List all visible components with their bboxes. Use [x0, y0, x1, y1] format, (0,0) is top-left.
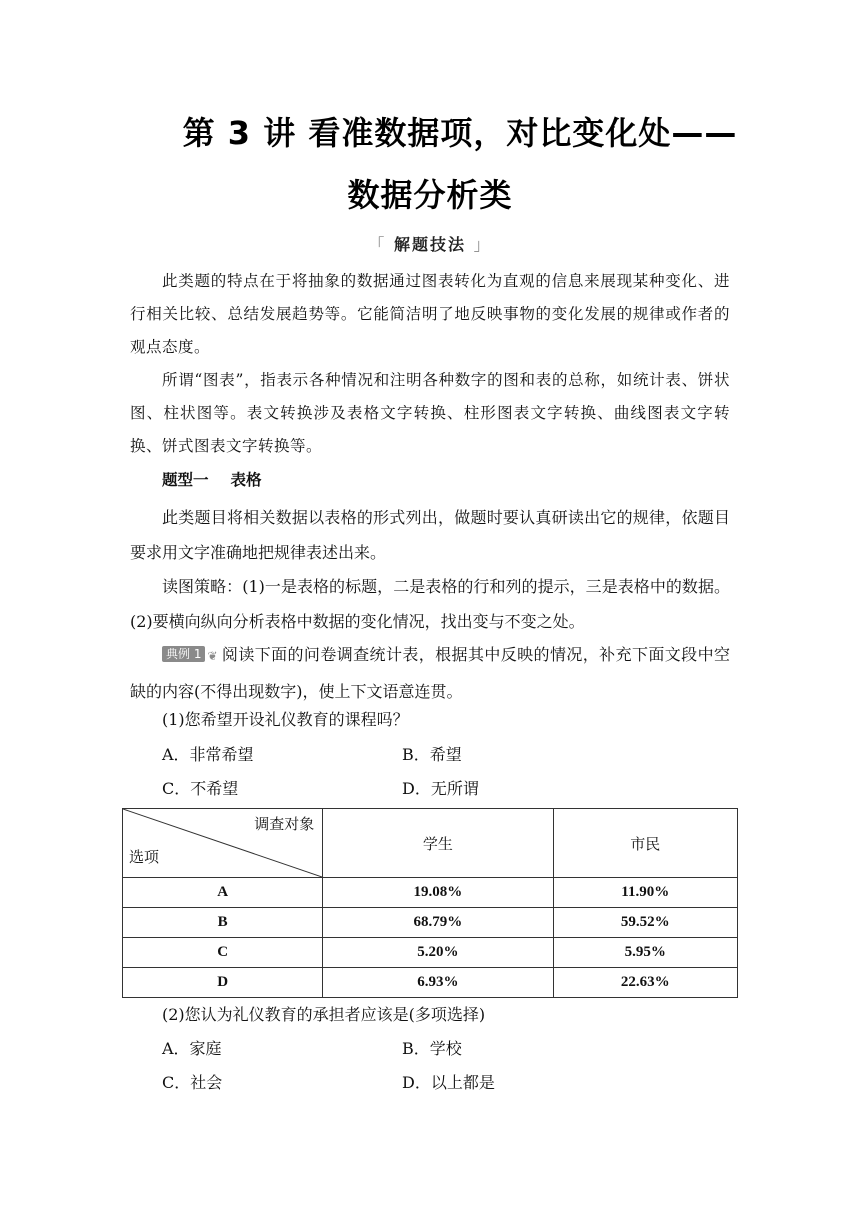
citizen-value: 22.63%: [553, 968, 737, 998]
table-row: [123, 938, 738, 968]
bracket-left: 「: [368, 235, 387, 254]
example-badge: 典例 1: [162, 646, 205, 662]
lecture-title-line-2: 数据分析类: [347, 176, 513, 214]
q1-option-c: C．不希望: [162, 779, 239, 798]
survey-table: [122, 808, 738, 998]
lecture-title-line-1: 第 3 讲 看准数据项，对比变化处——: [182, 114, 738, 152]
citizen-value: 5.95%: [553, 938, 737, 968]
type1-paragraph-2: 读图策略：(1)一是表格的标题，二是表格的行和列的提示，三是表格中的数据。(2)要横向纵向分析表格中数据的变化情况，找出变与不变之处。: [130, 577, 730, 631]
student-value: 6.93%: [323, 968, 553, 998]
q1-option-b: B．希望: [402, 745, 462, 764]
header-option: 选项: [129, 848, 160, 866]
q2-option-b: B．学校: [402, 1039, 462, 1058]
example-paragraph: [130, 637, 730, 709]
student-value: 5.20%: [323, 938, 553, 968]
citizen-value: 59.52%: [553, 908, 737, 938]
row-option: D: [123, 968, 323, 998]
bracket-right: 」: [473, 235, 492, 254]
q2-option-c: C．社会: [162, 1073, 223, 1092]
row-option: A: [123, 878, 323, 908]
row-option: C: [123, 938, 323, 968]
column-header-citizen: 市民: [553, 809, 737, 878]
intro-paragraph-1: 此类题的特点在于将抽象的数据通过图表转化为直观的信息来展现某种变化、进行相关比较、总结发展趋势等。它能简洁明了地反映事物的变化发展的规律或作者的观点态度。: [130, 272, 730, 356]
q1-option-d: D．无所谓: [402, 779, 479, 798]
table-row: [123, 968, 738, 998]
q2-option-d: D．以上都是: [402, 1073, 495, 1092]
type1-name: 表格: [230, 471, 262, 489]
table-row: [123, 878, 738, 908]
intro-paragraph-2: 所谓“图表”，指表示各种情况和注明各种数字的图和表的总称，如统计表、饼状图、柱状图等。表文转换涉及表格文字转换、柱形图表文字转换、曲线图表文字转换、饼式图表文字转换等。: [130, 371, 730, 455]
type1-paragraph-1: 此类题目将相关数据以表格的形式列出，做题时要认真研读出它的规律，依题目要求用文字准确地把规律表述出来。: [130, 508, 730, 562]
question-2: (2)您认为礼仪教育的承担者应该是(多项选择): [162, 1005, 486, 1024]
diagonal-header-cell: [123, 809, 323, 878]
type1-heading: [162, 468, 262, 490]
header-survey-target: 调查对象: [254, 815, 315, 833]
q1-option-a: A．非常希望: [162, 745, 254, 764]
q2-option-a: A．家庭: [162, 1039, 222, 1058]
row-option: B: [123, 908, 323, 938]
section-label: 解题技法: [393, 235, 466, 254]
student-value: 68.79%: [323, 908, 553, 938]
column-header-student: 学生: [323, 809, 553, 878]
table-row: [123, 908, 738, 938]
student-value: 19.08%: [323, 878, 553, 908]
type1-label: 题型一: [162, 471, 209, 489]
citizen-value: 11.90%: [553, 878, 737, 908]
question-1: (1)您希望开设礼仪教育的课程吗？: [162, 710, 409, 729]
example-text: 阅读下面的问卷调查统计表，根据其中反映的情况，补充下面文段中空缺的内容(不得出现数字)，使上下文语意连贯。: [130, 645, 730, 701]
table-header-row: [123, 809, 738, 878]
leaf-icon: ❦: [207, 649, 218, 663]
section-heading: [0, 232, 860, 255]
